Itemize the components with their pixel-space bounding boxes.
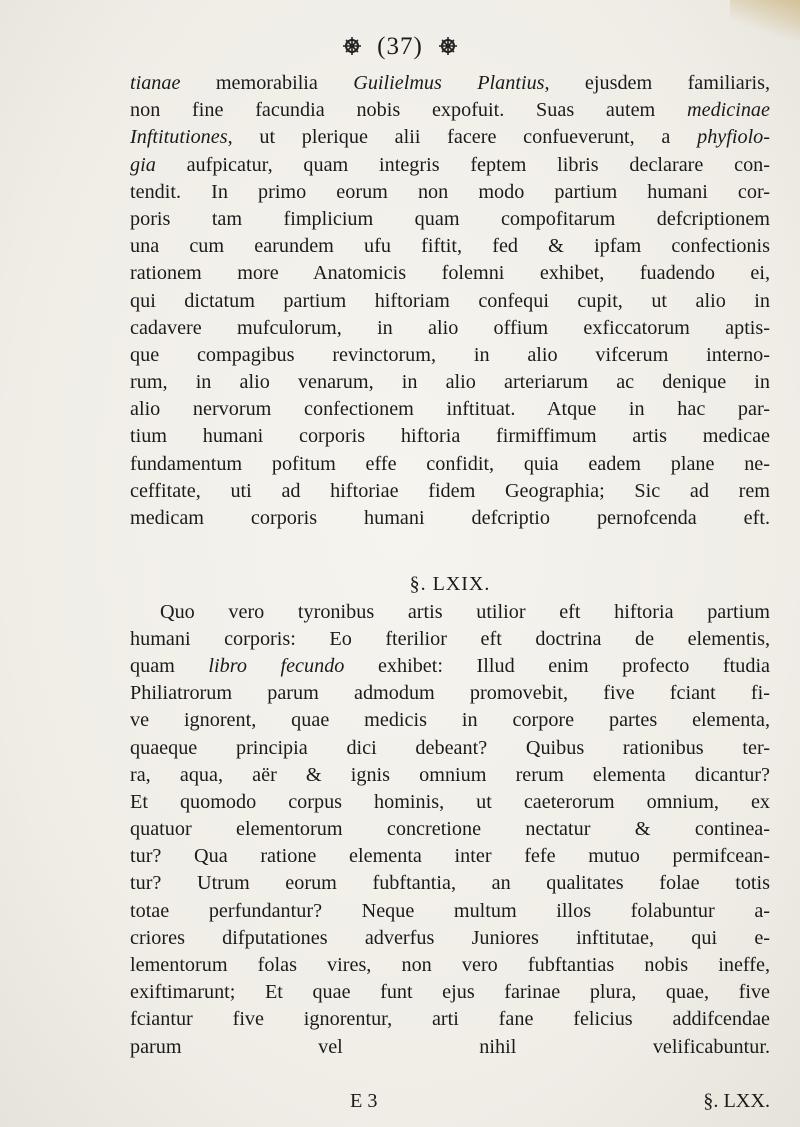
text-line: gia aufpicatur, quam integris feptem libris declarare con-: [130, 153, 770, 176]
section-heading: §. LXIX.: [409, 573, 491, 596]
text-line: cadavere mufculorum, in alio offium exficcatorum aptis-: [130, 316, 770, 339]
text-line: [130, 532, 770, 559]
signature-mark: E 3: [350, 1089, 378, 1112]
text-line: alio nervorum confectionem inftituat. Atque in hac par-: [130, 398, 770, 421]
text-line: tendit. In primo eorum non modo partium humani cor-: [130, 180, 770, 203]
text-line: tium humani corporis hiftoria firmiffimum artis medicae: [130, 425, 770, 448]
text-line: ceffitate, uti ad hiftoriae fidem Geographia; Sic ad rem: [130, 479, 770, 502]
text-line: tur? Qua ratione elementa inter fefe mutuo permifcean-: [130, 845, 770, 868]
text-line: fciantur five ignorentur, arti fane felicius addifcendae: [130, 1008, 770, 1031]
text-line: tur? Utrum eorum fubftantia, an qualitates folae totis: [130, 872, 770, 895]
text-line: [130, 1061, 770, 1088]
text-line: lementorum folas vires, non vero fubftantias nobis ineffe,: [130, 954, 770, 976]
text-line: Quo vero tyronibus artis utilior eft hiftoria partium: [160, 600, 770, 623]
page-header: [0, 33, 800, 67]
text-line: rum, in alio venarum, in alio arteriarum ac denique in: [130, 371, 770, 394]
text-line: totae perfundantur? Neque multum illos folabuntur a-: [130, 899, 770, 922]
text-line: medicam corporis humani defcriptio pernofcenda eft.: [130, 507, 770, 529]
text-line: non fine facundia nobis expofuit. Suas autem medicinae: [130, 99, 770, 122]
text-line: humani corporis: Eo fterilior eft doctrina de elementis,: [130, 627, 770, 650]
text-line: ra, aqua, aër & ignis omnium rerum elementa dicantur?: [130, 763, 770, 786]
text-line: qui dictatum partium hiftoriam confequi cupit, ut alio in: [130, 289, 770, 312]
text-line: poris tam fimplicium quam compofitarum defcriptionem: [130, 207, 770, 230]
text-line: Philiatrorum parum admodum promovebit, five fciant fi-: [130, 682, 770, 705]
text-line: Et quomodo corpus hominis, ut caeterorum omnium, ex: [130, 790, 770, 813]
body-text: [130, 70, 770, 1115]
text-line: una cum earundem ufu fiftit, fed & ipfam confectionis: [130, 235, 770, 258]
text-line: fundamentum pofitum effe confidit, quia eadem plane ne-: [130, 452, 770, 475]
text-line: quatuor elementorum concretione nectatur & continea-: [130, 818, 770, 841]
page-footer: [130, 1088, 770, 1115]
text-line: quaeque principia dici debeant? Quibus rationibus ter-: [130, 736, 770, 759]
catchword: §. LXX.: [703, 1089, 770, 1112]
text-line: rationem more Anatomicis folemni exhibet, fuadendo ei,: [130, 262, 770, 285]
text-line: quam libro fecundo exhibet: Illud enim profecto ftudia: [130, 654, 771, 677]
ornament-left-icon: [342, 36, 362, 56]
text-line: Inftitutiones, ut plerique alii facere confueverunt, a phyfiolo-: [130, 126, 770, 149]
text-line: que compagibus revinctorum, in alio vifcerum interno-: [130, 343, 770, 366]
ornament-right-icon: [438, 36, 458, 56]
text-line: exiftimarunt; Et quae funt ejus farinae plura, quae, five: [130, 981, 770, 1004]
text-line: parum vel nihil velificabuntur.: [130, 1035, 770, 1058]
page-number: (37): [377, 33, 423, 60]
text-line: criores difputationes adverfus Juniores inftitutae, qui e-: [130, 926, 770, 949]
text-line: tianae memorabilia Guilielmus Plantius, ejusdem familiaris,: [130, 72, 770, 94]
text-line: ve ignorent, quae medicis in corpore partes elementa,: [130, 709, 770, 732]
